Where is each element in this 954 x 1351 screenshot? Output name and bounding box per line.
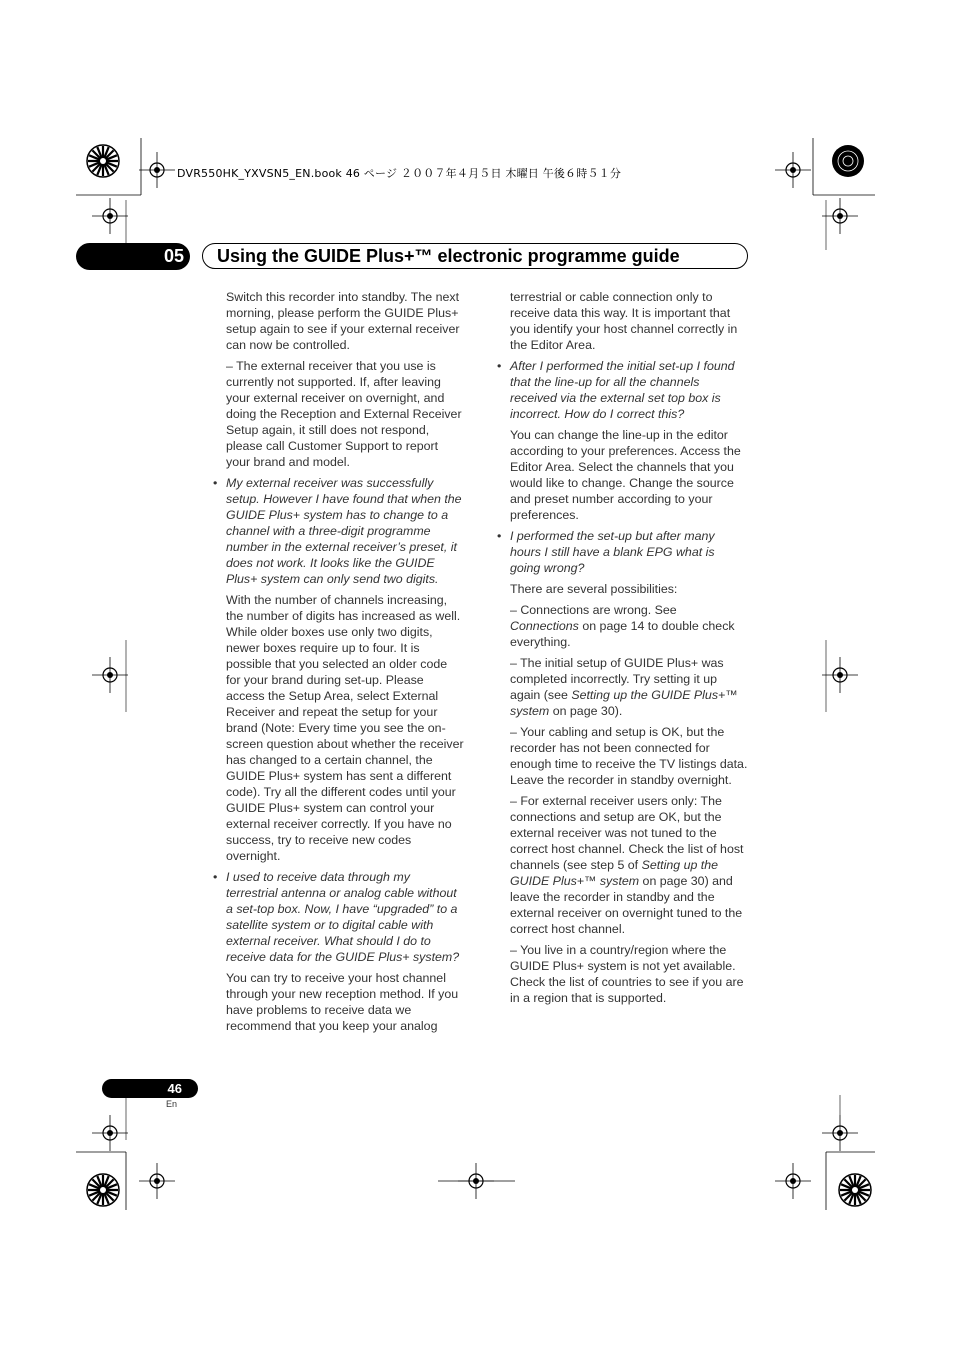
faq-question: • I performed the set-up but after many hours I still have a blank EPG what is going wrong? xyxy=(510,528,748,576)
possibility-external xyxy=(510,793,748,937)
faq-answer: terrestrial or cable connection only to receive data this way. It is important that you identify your host channel correctly in the Editor Area. xyxy=(510,290,738,352)
faq-answer: You can change the line-up in the editor according to your preferences. Access the Editor Area. Select the channels that you would like to change. Change the source and preset number according to your preferences. xyxy=(510,428,741,522)
possibility-cabling: – Your cabling and setup is OK, but the recorder has not been connected for enough time to receive the TV listings data. Leave the recorder in standby overnight. xyxy=(510,725,748,787)
faq-answer: You can try to receive your host channel through your new reception method. If you have problems to receive data we recommend that you keep your analog xyxy=(226,971,459,1033)
text: – For external receiver users only: The connections and setup are OK, but the external receiver was not tuned to the correct host channel. Check the list of host channels (see step 5 of xyxy=(510,794,744,872)
page-title: Using the GUIDE Plus+™ electronic programme guide xyxy=(217,246,680,266)
page-number: 46 xyxy=(167,1081,182,1096)
faq-question: • My external receiver was successfully setup. However I have found that when the GUIDE Plus+ system has to change to a channel with a three-digit programme number in the external receiver’s preset, it does not work. It looks like the GUIDE Plus+ system can only send two digits. xyxy=(226,475,464,587)
possibility-setup xyxy=(510,655,748,719)
text: – The initial setup of GUIDE Plus+ was completed incorrectly. Try setting it up again (see xyxy=(510,656,724,702)
cross-reference: Setting up the GUIDE Plus+™ system xyxy=(510,688,738,718)
cross-reference: Connections xyxy=(510,619,579,633)
possibility-region: – You live in a country/region where the GUIDE Plus+ system is not yet available. Check the list of countries to see if you are in a region that is supported. xyxy=(510,943,744,1005)
text: on page 14 to double check everything. xyxy=(510,619,735,649)
paragraph: – The external receiver that you use is currently not supported. If, after leaving your external receiver on overnight, and doing the Reception and External Receiver Setup again, it still does not respond, please call Customer Support to report your brand and model. xyxy=(226,359,462,469)
page-number-badge xyxy=(102,1079,198,1098)
faq-answer: There are several possibilities: xyxy=(510,582,678,596)
text: on page 30). xyxy=(549,704,623,718)
text: – Connections are wrong. See xyxy=(510,603,677,617)
language-label: En xyxy=(166,1099,178,1109)
text: on page 30) and leave the recorder in standby and the external receiver on overnight tuned to the correct host channel. xyxy=(510,874,743,936)
faq-question: • After I performed the initial set-up I found that the line-up for all the channels received via the external set top box is incorrect. How do I correct this? xyxy=(510,358,748,422)
faq-question: • I used to receive data through my terrestrial antenna or analog cable without a set-top box. Now, I have “upgraded” to a satellite system or to digital cable with external receiver. What should I do to receive data for the GUIDE Plus+ system? xyxy=(226,869,464,965)
faq-answer: With the number of channels increasing, the number of digits has increased as well. While older boxes use only two digits, newer boxes require up to four. It is possible that you selected an older code for your brand during set-up. Please access the Setup Area, select External Receiver and repeat the setup for your brand (Note: Every time you see the on-screen question about whether the receiver has changed to a certain channel, the GUIDE Plus+ system has sent a different code). Try all the different codes until your GUIDE Plus+ system can control your external receiver correctly. If you have no success, try to receive new codes overnight. xyxy=(226,593,464,863)
title-box xyxy=(202,243,748,269)
left-column xyxy=(226,289,464,1039)
chapter-badge xyxy=(76,243,190,270)
chapter-number: 05 xyxy=(163,246,184,266)
possibility-connections xyxy=(510,602,748,650)
cross-reference: Setting up the GUIDE Plus+™ system xyxy=(510,858,719,888)
print-header: DVR550HK_YXVSN5_EN.book 46 ページ ２００７年４月５日 木曜日 午後６時５１分 xyxy=(177,167,622,180)
right-column xyxy=(510,289,748,1011)
paragraph: Switch this recorder into standby. The next morning, please perform the GUIDE Plus+ setup again to see if your external receiver can now be controlled. xyxy=(226,290,460,352)
